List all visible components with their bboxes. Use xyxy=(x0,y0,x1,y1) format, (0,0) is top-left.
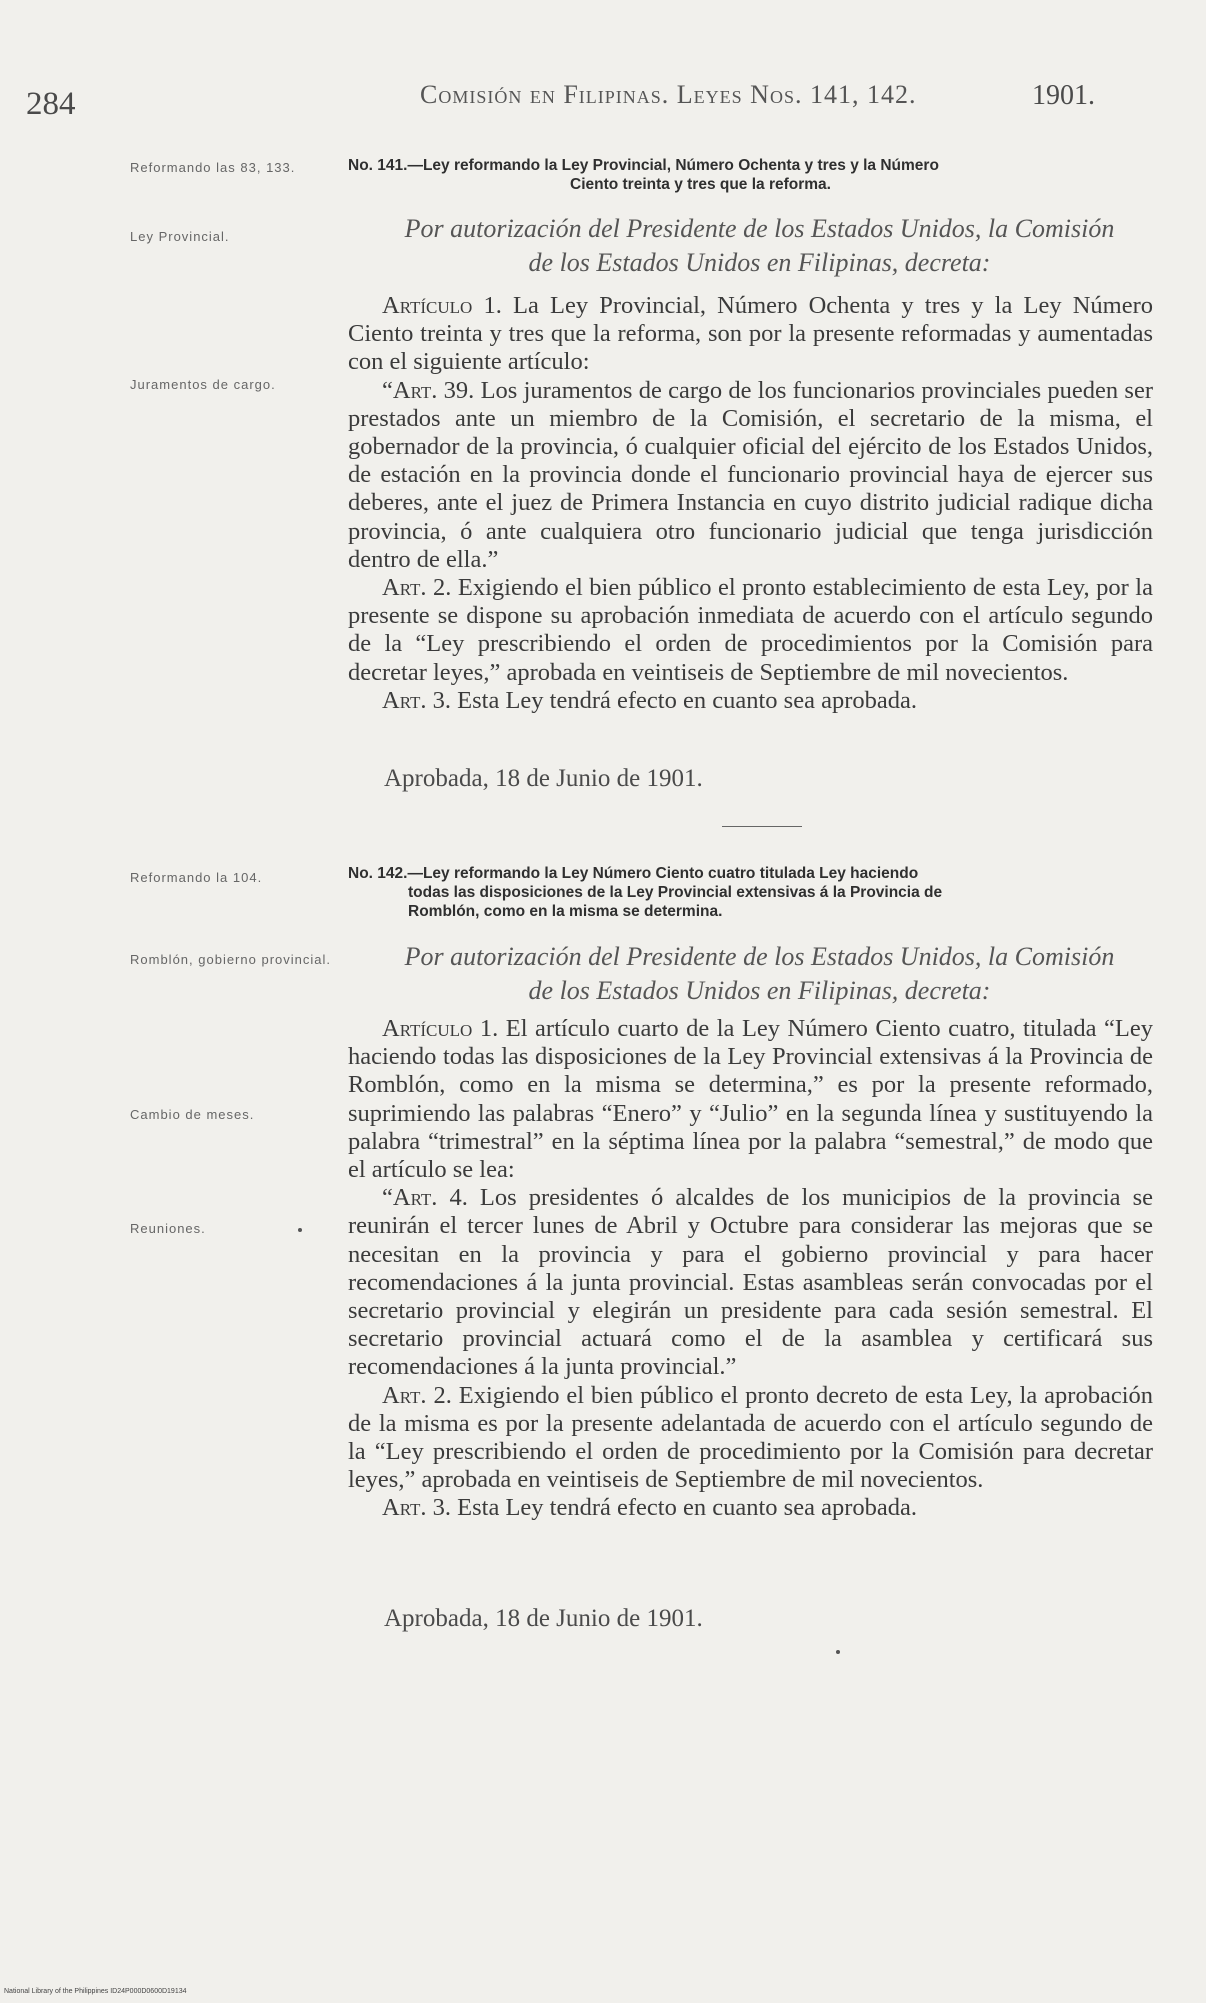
margin-note-reformando-141: Reformando las 83, 133. xyxy=(130,160,296,175)
law-141-art3-text: Esta Ley tendrá efecto en cuanto sea aprobada. xyxy=(457,686,917,714)
law-141-enacting-clause xyxy=(362,212,1157,280)
section-divider xyxy=(722,826,802,827)
law-141-art2-text: Exigiendo el bien público el pronto establecimiento de esta Ley, por la presente se dispone su aprobación inmediata de acuerdo con el artículo segundo de la “Ley prescribiendo el orden de procedimientos por la Comisión para decretar leyes,” aprobada en veintiseis de Septiembre de mil novecientos. xyxy=(348,574,1153,686)
law-141-art39-open-quote: “ xyxy=(382,376,393,404)
law-141-enacting-line2: de los Estados Unidos en Filipinas, decreta: xyxy=(528,248,991,277)
running-title: Comisión en Filipinas. Leyes Nos. 141, 142. xyxy=(420,80,917,109)
law-141-heading-line1: No. 141.—Ley reformando la Ley Provincial, Número Ochenta y tres y la Número xyxy=(348,157,939,174)
margin-note-reuniones-text: Reuniones. xyxy=(130,1221,206,1236)
margin-note-romblon: Romblón, gobierno provincial. xyxy=(130,952,331,967)
law-141-heading-line2: Ciento treinta y tres que la reforma. xyxy=(570,176,831,193)
law-141-approval-date: Aprobada, 18 de Junio de 1901. xyxy=(384,765,703,792)
law-141-article-39 xyxy=(348,377,1153,574)
header-year: 1901. xyxy=(1032,80,1095,111)
law-142-art3-text: Esta Ley tendrá efecto en cuanto sea aprobada. xyxy=(457,1494,917,1522)
law-142-art1-text: El artículo cuarto de la Ley Número Ciento cuatro, titulada “Ley haciendo todas las disposiciones de la Ley Provincial extensivas á la Provincia de Romblón, como en la misma se determina,” es por la presente reformado, suprimiendo las palabras “Enero” y “Julio” en la segunda línea y sustituyendo la palabra “trimestral” en la séptima línea por la palabra “semestral,” de modo que el artículo se lea: xyxy=(348,1015,1153,1184)
stray-mark xyxy=(298,1228,302,1232)
law-141-enacting-line1: Por autorización del Presidente de los Estados Unidos, la Comisión xyxy=(404,214,1115,243)
law-142-approval-date: Aprobada, 18 de Junio de 1901. xyxy=(384,1605,703,1632)
law-142-article-1 xyxy=(348,1015,1153,1184)
law-142-article-2 xyxy=(348,1382,1153,1495)
law-141-art3-label: Art. 3. xyxy=(382,686,452,714)
margin-note-reformando-104: Reformando la 104. xyxy=(130,870,263,885)
law-142-article-4 xyxy=(348,1184,1153,1381)
law-142-heading-line3: Romblón, como en la misma se determina. xyxy=(408,903,723,920)
law-141-article-3 xyxy=(348,687,1153,715)
law-141-article-2 xyxy=(348,574,1153,687)
law-141-heading xyxy=(348,156,1153,194)
margin-note-ley-provincial: Ley Provincial. xyxy=(130,229,230,244)
law-142-heading-line2: todas las disposiciones de la Ley Provincial extensivas á la Provincia de xyxy=(408,884,943,901)
law-142-enacting-clause xyxy=(362,940,1157,1008)
law-142-art2-label: Art. 2. xyxy=(382,1381,452,1409)
margin-note-cambio-de-meses: Cambio de meses. xyxy=(130,1107,255,1122)
law-142-enacting-line2: de los Estados Unidos en Filipinas, decreta: xyxy=(528,976,991,1005)
law-142-heading xyxy=(348,864,1153,921)
law-142-art4-open-quote: “ xyxy=(382,1184,393,1212)
page-number: 284 xyxy=(26,86,76,122)
stray-mark xyxy=(836,1650,840,1654)
law-142-art4-text: Los presidentes ó alcaldes de los municipios de la provincia se reunirán el tercer lunes de Abril y Octubre para considerar las mejoras que se necesitan en la provincia y para el gobierno provincial y para hacer recomendaciones á la junta provincial. Estas asambleas serán convocadas por el secretario provincial y elegirán un presidente para cada sesión semestral. El secretario provincial actuará como el de la asamblea y certificará sus recomendaciones á la junta provincial.” xyxy=(348,1184,1154,1381)
margin-note-reuniones xyxy=(130,1221,340,1236)
law-142-heading-line1: No. 142.—Ley reformando la Ley Número Ciento cuatro titulada Ley haciendo xyxy=(348,865,919,882)
law-141-art2-label: Art. 2. xyxy=(382,574,452,602)
law-142-article-3 xyxy=(348,1494,1153,1522)
law-142-art3-label: Art. 3. xyxy=(382,1494,452,1522)
law-142-body xyxy=(348,1015,1153,1523)
law-141-article-1 xyxy=(348,292,1153,377)
law-142-art1-label: Artículo 1. xyxy=(382,1015,499,1042)
law-141-art1-label: Artículo 1. xyxy=(382,292,502,319)
scan-credit: National Library of the Philippines ID24P000D0600D19134 xyxy=(4,1988,187,1995)
law-141-art1-text: La Ley Provincial, Número Ochenta y tres y la Ley Número Ciento treinta y tres que la reforma, son por la presente reformadas y aumentadas con el siguiente artículo: xyxy=(348,292,1153,376)
law-141-body xyxy=(348,292,1153,715)
law-141-art39-label: Art. 39. xyxy=(392,376,475,404)
law-141-art39-text: Los juramentos de cargo de los funcionarios provinciales pueden ser prestados ante un miembro de la Comisión, el secretario de la misma, el gobernador de la provincia, ó cualquier oficial del ejército de los Estados Unidos, de estación en la provincia donde el funcionario provincial haya de ejercer sus deberes, ante el juez de Primera Instancia en cuyo distrito judicial radique dicha provincia, ó ante cualquiera otro funcionario judicial que tenga jurisdicción dentro de ella.” xyxy=(348,376,1153,573)
law-142-art2-text: Exigiendo el bien público el pronto decreto de esta Ley, la aprobación de la misma es por la presente adelantada de acuerdo con el artículo segundo de la “Ley prescribiendo el orden de procedimiento por la Comisión para decretar leyes,” aprobada en veintiseis de Septiembre de mil novecientos. xyxy=(348,1381,1153,1494)
margin-note-juramentos: Juramentos de cargo. xyxy=(130,377,276,392)
law-142-enacting-line1: Por autorización del Presidente de los Estados Unidos, la Comisión xyxy=(404,942,1115,971)
law-142-art4-label: Art. 4. xyxy=(392,1184,468,1212)
